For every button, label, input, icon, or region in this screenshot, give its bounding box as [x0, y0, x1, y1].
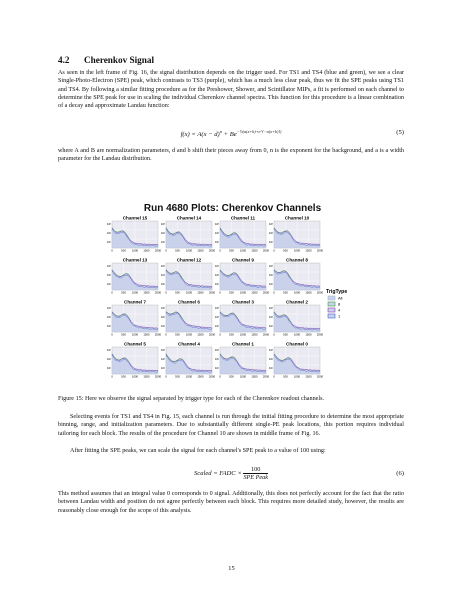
legend-entry: 4: [338, 307, 341, 313]
section-number: 4.2: [58, 55, 70, 65]
y-tick-label: 10³: [106, 264, 111, 268]
y-tick-label: 10²: [106, 357, 111, 361]
y-tick-label: 10²: [160, 315, 165, 319]
x-tick-label: 1500: [305, 248, 312, 253]
legend-entry: 1: [338, 313, 341, 319]
x-tick-label: 0: [219, 332, 221, 337]
x-tick-label: 0: [273, 332, 275, 337]
y-tick-label: 10³: [268, 222, 273, 226]
y-tick-label: 10²: [106, 231, 111, 235]
eq6-fraction: [243, 466, 268, 481]
x-tick-label: 1000: [239, 248, 247, 253]
x-tick-label: 0: [165, 374, 167, 379]
x-tick-label: 500: [175, 290, 180, 295]
x-tick-label: 0: [273, 374, 275, 379]
panel-label: Channel 2: [286, 299, 308, 305]
x-tick-label: 1500: [143, 332, 150, 337]
panel-label: Channel 4: [178, 341, 200, 347]
y-tick-label: 10²: [214, 315, 219, 319]
legend-swatch: [328, 308, 335, 312]
panel-label: Channel 11: [230, 215, 256, 221]
x-tick-label: 2000: [154, 332, 162, 337]
x-tick-label: 1000: [293, 374, 301, 379]
y-tick-label: 10³: [106, 222, 111, 226]
x-tick-label: 1000: [185, 332, 193, 337]
y-tick-label: 10²: [160, 357, 165, 361]
y-tick-label: 10¹: [160, 240, 165, 244]
y-tick-label: 10¹: [160, 282, 165, 286]
y-tick-label: 10¹: [268, 324, 273, 328]
x-tick-label: 0: [273, 248, 275, 253]
x-tick-label: 0: [111, 374, 113, 379]
x-tick-label: 500: [121, 374, 126, 379]
panel-label: Channel 14: [176, 215, 202, 221]
x-tick-label: 0: [219, 248, 221, 253]
x-tick-label: 1500: [305, 374, 312, 379]
x-tick-label: 500: [283, 374, 288, 379]
x-tick-label: 1500: [251, 290, 258, 295]
figure-title: Run 4680 Plots: Cherenkov Channels: [143, 203, 322, 214]
x-tick-label: 1000: [239, 290, 247, 295]
legend-entry: 8: [338, 301, 341, 307]
x-tick-label: 2000: [154, 374, 162, 379]
y-tick-label: 10³: [160, 348, 165, 352]
y-tick-label: 10³: [214, 264, 219, 268]
x-tick-label: 500: [121, 332, 126, 337]
x-tick-label: 500: [283, 332, 288, 337]
equation-5: [58, 129, 404, 139]
x-tick-label: 1500: [197, 290, 204, 295]
y-tick-label: 10¹: [106, 240, 111, 244]
y-tick-label: 10³: [214, 348, 219, 352]
y-tick-label: 10³: [160, 222, 165, 226]
panel-label: Channel 0: [286, 341, 308, 347]
eq5-mid: + Be: [222, 131, 237, 139]
figure-cherenkov-channels: [100, 203, 365, 383]
x-tick-label: 0: [111, 248, 113, 253]
y-tick-label: 10²: [160, 273, 165, 277]
x-tick-label: 1500: [251, 332, 258, 337]
y-tick-label: 10¹: [214, 282, 219, 286]
legend-swatch: [328, 296, 335, 300]
x-tick-label: 1500: [197, 374, 204, 379]
x-tick-label: 2000: [262, 248, 270, 253]
y-tick-label: 10¹: [214, 366, 219, 370]
x-tick-label: 1500: [143, 374, 150, 379]
y-tick-label: 10³: [106, 348, 111, 352]
x-tick-label: 2000: [154, 248, 162, 253]
section-title: Cherenkov Signal: [84, 55, 155, 65]
y-tick-label: 10²: [106, 273, 111, 277]
y-tick-label: 10²: [106, 315, 111, 319]
paragraph-parameters: where A and B are normalization parameters, d and b shift their pieces away from 0, n is the exponent for the background, and a is a width parameter for the Landau distribution.: [58, 148, 404, 163]
x-tick-label: 1000: [293, 248, 301, 253]
x-tick-label: 1000: [293, 332, 301, 337]
panel-label: Channel 15: [122, 215, 148, 221]
x-tick-label: 0: [165, 332, 167, 337]
x-tick-label: 500: [229, 374, 234, 379]
y-tick-label: 10¹: [268, 240, 273, 244]
panel-label: Channel 8: [286, 257, 308, 263]
x-tick-label: 0: [165, 290, 167, 295]
x-tick-label: 1000: [239, 332, 247, 337]
y-tick-label: 10³: [268, 348, 273, 352]
y-tick-label: 10³: [106, 306, 111, 310]
legend-entry: All: [338, 295, 343, 301]
x-tick-label: 0: [219, 290, 221, 295]
x-tick-label: 2000: [316, 374, 324, 379]
x-tick-label: 2000: [316, 290, 324, 295]
eq5-exp2: −½(a(x+b)+e^{−a(x+b)}): [236, 129, 282, 134]
y-tick-label: 10¹: [106, 282, 111, 286]
x-tick-label: 0: [111, 290, 113, 295]
y-tick-label: 10³: [268, 264, 273, 268]
equation-6: [58, 466, 404, 482]
panel-label: Channel 12: [176, 257, 202, 263]
x-tick-label: 500: [229, 290, 234, 295]
panel-label: Channel 1: [232, 341, 254, 347]
eq5-lhs: f(x) = A(x − d): [180, 131, 220, 139]
panel-label: Channel 6: [178, 299, 200, 305]
x-tick-label: 0: [165, 248, 167, 253]
x-tick-label: 500: [283, 290, 288, 295]
x-tick-label: 1500: [197, 248, 204, 253]
x-tick-label: 1500: [197, 332, 204, 337]
x-tick-label: 1500: [305, 290, 312, 295]
eq5-exp1: n: [219, 129, 222, 134]
paragraph-scaling-intro: After fitting the SPE peaks, we can scale the signal for each channel's SPE peak to a value of 100 using:: [70, 448, 326, 454]
paragraph-fitting: Selecting events for TS1 and TS4 in Fig. 15, each channel is run through the initial fitting procedure to determine the most appropriate binning, range, and initialization parameters. Due to substantially different single-PE peak locations, this portion requires individual tailoring for each block. The results of the procedure for Channel 10 are shown in middle frame of Fig. 16.: [58, 414, 404, 437]
page-number: 15: [228, 565, 235, 572]
y-tick-label: 10³: [214, 222, 219, 226]
x-tick-label: 1000: [131, 290, 139, 295]
x-tick-label: 2000: [316, 248, 324, 253]
panel-label: Channel 7: [124, 299, 146, 305]
y-tick-label: 10²: [214, 273, 219, 277]
x-tick-label: 0: [219, 374, 221, 379]
x-tick-label: 1000: [131, 374, 139, 379]
y-tick-label: 10¹: [106, 324, 111, 328]
x-tick-label: 1000: [131, 332, 139, 337]
x-tick-label: 2000: [262, 374, 270, 379]
panel-label: Channel 5: [124, 341, 146, 347]
panel-label: Channel 3: [232, 299, 254, 305]
panel-label: Channel 10: [284, 215, 310, 221]
x-tick-label: 500: [229, 248, 234, 253]
paragraph-intro: As seen in the left frame of Fig. 16, the signal distribution depends on the trigger used. For TS1 and TS4 (blue and green), we see a clear Single-Photo-Electron (SPE) peak, which contrasts to TS3 (purple), which has a much less clear peak, thus we fit the SPE peaks using TS1 and TS4. By following a similar fitting procedure as for the Preshower, Shower, and Scintillator MIPs, a fit is performed on each channel to determine the SPE peak for use in scaling the individual Cherenkov channel spectra. This function for this procedure is a linear combination of a decay and approximate Landau function:: [58, 70, 404, 110]
y-tick-label: 10³: [160, 306, 165, 310]
paragraph-assumptions: This method assumes that an integral value 0 corresponds to 0 signal. Additionally, this does not perfectly account for the fact that the ratio between Landau width and position do not agree perfectly between each block. This requires more detailed study, however, the results are reasonably close enough for the scope of this analysis.: [58, 491, 404, 514]
legend-swatch: [328, 302, 335, 306]
x-tick-label: 500: [121, 290, 126, 295]
y-tick-label: 10²: [214, 357, 219, 361]
x-tick-label: 2000: [316, 332, 324, 337]
y-tick-label: 10²: [268, 231, 273, 235]
panel-label: Channel 9: [232, 257, 254, 263]
x-tick-label: 2000: [208, 374, 216, 379]
x-tick-label: 2000: [208, 332, 216, 337]
y-tick-label: 10²: [268, 273, 273, 277]
y-tick-label: 10³: [214, 306, 219, 310]
x-tick-label: 1000: [293, 290, 301, 295]
x-tick-label: 1500: [143, 290, 150, 295]
x-tick-label: 1500: [143, 248, 150, 253]
y-tick-label: 10¹: [160, 366, 165, 370]
legend-title: TrigType: [326, 289, 348, 295]
x-tick-label: 1000: [185, 290, 193, 295]
x-tick-label: 1500: [251, 374, 258, 379]
eq6-number: (6): [396, 470, 404, 477]
x-tick-label: 500: [283, 248, 288, 253]
panel-label: Channel 13: [122, 257, 148, 263]
y-tick-label: 10³: [268, 306, 273, 310]
x-tick-label: 1000: [239, 374, 247, 379]
x-tick-label: 1500: [251, 248, 258, 253]
eq6-lhs: Scaled = FADC ×: [193, 470, 242, 478]
y-tick-label: 10¹: [268, 282, 273, 286]
y-tick-label: 10¹: [214, 240, 219, 244]
figure-caption: Figure 15: Here we observe the signal separated by trigger type for each of the Cherenkov readout channels.: [58, 396, 324, 402]
x-tick-label: 500: [175, 332, 180, 337]
x-tick-label: 2000: [208, 248, 216, 253]
y-tick-label: 10¹: [106, 366, 111, 370]
y-tick-label: 10³: [160, 264, 165, 268]
y-tick-label: 10²: [268, 315, 273, 319]
x-tick-label: 500: [229, 332, 234, 337]
figure-plots: [100, 203, 365, 383]
y-tick-label: 10²: [214, 231, 219, 235]
x-tick-label: 1000: [185, 248, 193, 253]
x-tick-label: 2000: [208, 290, 216, 295]
y-tick-label: 10¹: [214, 324, 219, 328]
legend-swatch: [328, 314, 335, 318]
x-tick-label: 0: [273, 290, 275, 295]
eq6-denominator: SPE Peak: [243, 474, 269, 481]
x-tick-label: 500: [175, 374, 180, 379]
x-tick-label: 500: [121, 248, 126, 253]
y-tick-label: 10¹: [268, 366, 273, 370]
x-tick-label: 2000: [262, 332, 270, 337]
x-tick-label: 2000: [154, 290, 162, 295]
x-tick-label: 1000: [131, 248, 139, 253]
eq5-number: (5): [396, 129, 404, 136]
y-tick-label: 10²: [160, 231, 165, 235]
y-tick-label: 10²: [268, 357, 273, 361]
section-heading: [58, 55, 154, 65]
x-tick-label: 0: [111, 332, 113, 337]
y-tick-label: 10¹: [160, 324, 165, 328]
x-tick-label: 500: [175, 248, 180, 253]
x-tick-label: 2000: [262, 290, 270, 295]
x-tick-label: 1500: [305, 332, 312, 337]
eq6-numerator: 100: [243, 466, 268, 474]
x-tick-label: 1000: [185, 374, 193, 379]
